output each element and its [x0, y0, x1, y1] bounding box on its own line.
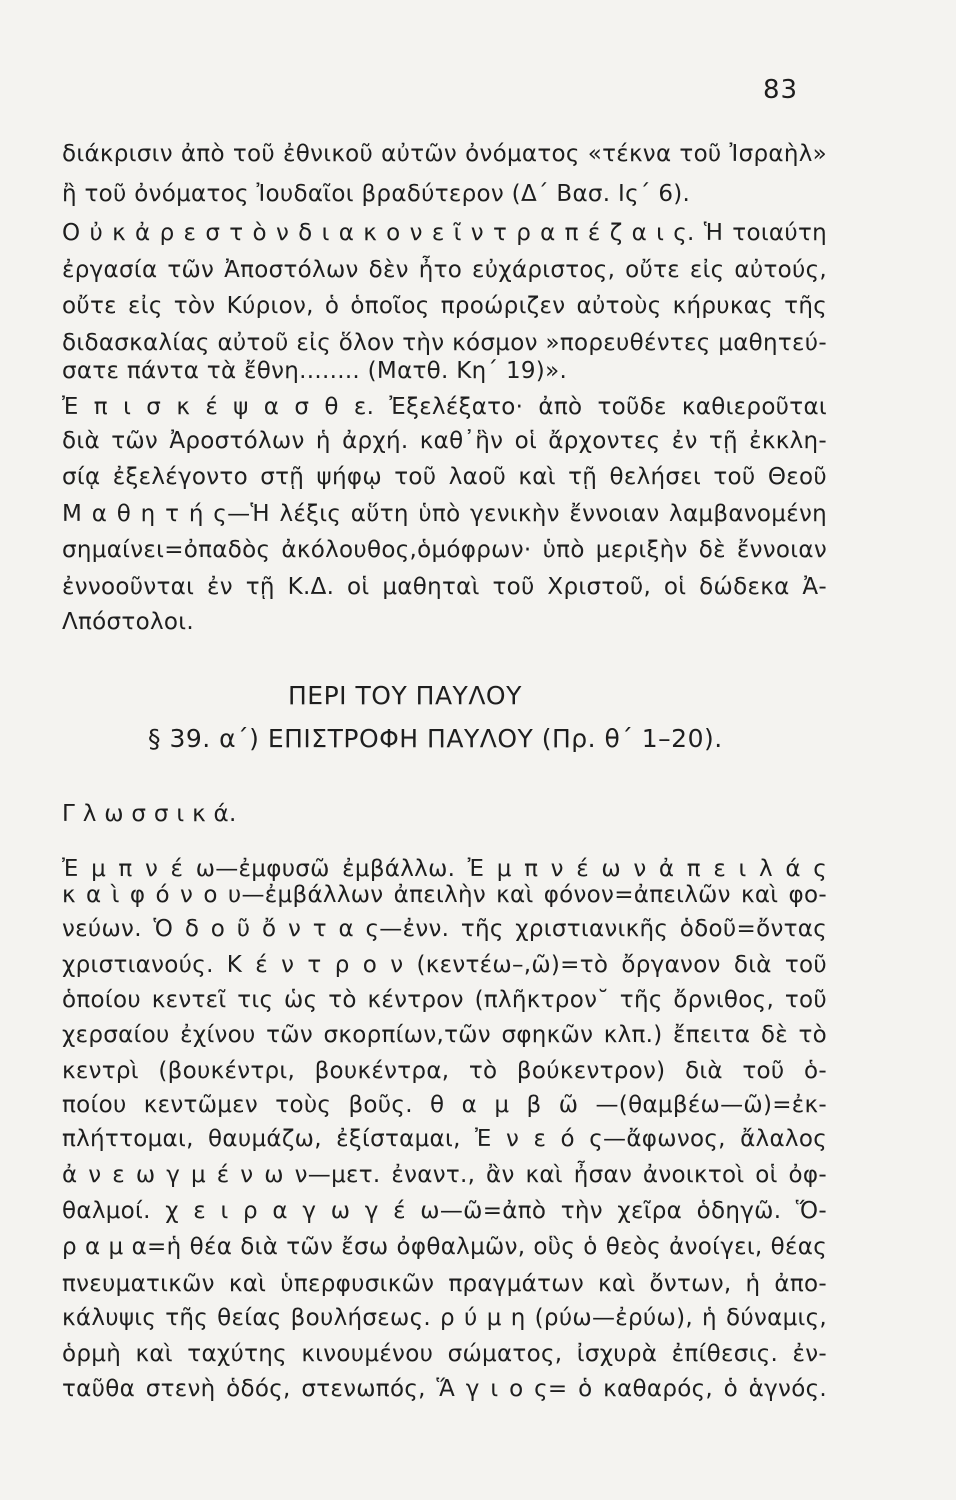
- section-heading: § 39. α΄) ΕΠΙΣΤΡΟΦΗ ΠΑΥΛΟΥ (Πρ. θ΄ 1–20).: [148, 724, 723, 753]
- text-line: σίᾳ ἐξελέγοντο στῇ ψήφῳ τοῦ λαοῦ καὶ τῇ θελήσει τοῦ Θεοῦ: [62, 464, 827, 490]
- text-line: διδασκαλίας αὐτοῦ εἰς ὅλον τὴν κόσμον »πορευθέντες μαθητεύ-: [62, 330, 827, 356]
- page-number: 83: [763, 75, 799, 105]
- text-line: κάλυψις τῆς θείας βουλήσεως. ρ ύ μ η (ρύω—ἐρύω), ἡ δύναμις,: [62, 1305, 827, 1331]
- section-label: Γ λ ω σ σ ι κ ά.: [62, 801, 237, 827]
- text-line: κεντρὶ (βουκέντρι, βουκέντρα, τὸ βούκεντρον) διὰ τοῦ ὁ-: [62, 1058, 827, 1084]
- text-line: πνευματικῶν καὶ ὑπερφυσικῶν πραγμάτων καὶ ὄντων, ἡ ἀπο-: [62, 1271, 827, 1297]
- text-line: Ο ὐ κ ἀ ρ ε σ τ ὸ ν δ ι α κ ο ν ε ῖ ν τ ρ α π έ ζ α ι ς. Ἡ τοιαύτη: [62, 220, 827, 246]
- text-line: κ α ὶ φ ό ν ο υ—ἐμβάλλων ἀπειλὴν καὶ φόνον=ἀπειλῶν καὶ φο-: [62, 882, 827, 908]
- text-line: ἢ τοῦ ὀνόματος Ἰουδαῖοι βραδύτερον (Δ΄ Βασ. Ις΄ 6).: [62, 181, 691, 207]
- text-line: οὔτε εἰς τὸν Κύριον, ὁ ὁποῖος προώριζεν αὐτοὺς κήρυκας τῆς: [62, 293, 827, 319]
- text-line: ὁρμὴ καὶ ταχύτης κινουμένου σώματος, ἰσχυρὰ ἐπίθεσις. ἐν-: [62, 1341, 827, 1367]
- text-line: θαλμοί. χ ε ι ρ α γ ω γ έ ω—ῶ=ἀπὸ τὴν χεῖρα ὁδηγῶ. Ὅ-: [62, 1198, 827, 1224]
- text-line: σατε πάντα τὰ ἔθνη........ (Ματθ. Κη΄ 19)».: [62, 358, 568, 384]
- text-line: Ἐ π ι σ κ έ ψ α σ θ ε. Ἐξελέξατο· ἀπὸ τοῦδε καθιεροῦται: [62, 394, 827, 420]
- text-line: ρ α μ α=ἡ θέα διὰ τῶν ἔσω ὀφθαλμῶν, οὓς ὁ θεὸς ἀνοίγει, θέας: [62, 1234, 827, 1260]
- text-line: ἐργασία τῶν Ἀποστόλων δὲν ἦτο εὐχάριστος, οὔτε εἰς αὐτούς,: [62, 257, 827, 283]
- text-line: πλήττομαι, θαυμάζω, ἐξίσταμαι, Ἐ ν ε ό ς—ἄφωνος, ἄλαλος: [62, 1126, 827, 1152]
- text-line: Λπόστολοι.: [62, 609, 194, 635]
- text-line: Μ α θ η τ ή ς—Ἡ λέξις αὕτη ὑπὸ γενικὴν ἔννοιαν λαμβανομένη: [62, 501, 827, 527]
- text-line: χριστιανούς. Κ έ ν τ ρ ο ν (κεντέω–,ῶ)=τὸ ὄργανον διὰ τοῦ: [62, 952, 827, 978]
- text-line: χερσαίου ἐχίνου τῶν σκορπίων,τῶν σφηκῶν κλπ.) ἔπειτα δὲ τὸ: [62, 1022, 827, 1048]
- text-line: ταῦθα στενὴ ὁδός, στενωπός, Ἅ γ ι ο ς= ὁ καθαρός, ὁ ἁγνός.: [62, 1376, 827, 1402]
- text-line: σημαίνει=ὀπαδὸς ἀκόλουθος,ὁμόφρων· ὑπὸ μεριξὴν δὲ ἔννοιαν: [62, 537, 827, 563]
- text-line: διὰ τῶν Ἀροστόλων ἡ ἀρχή. καθ᾽ἣν οἱ ἄρχοντες ἐν τῇ ἐκκλη-: [62, 428, 827, 454]
- text-line: ἐννοοῦνται ἐν τῇ Κ.Δ. οἱ μαθηταὶ τοῦ Χριστοῦ, οἱ δώδεκα Ἀ-: [62, 574, 827, 600]
- text-line: διάκρισιν ἀπὸ τοῦ ἐθνικοῦ αὐτῶν ὀνόματος «τέκνα τοῦ Ἰσραὴλ»: [62, 141, 827, 167]
- text-line: ὁποίου κεντεῖ τις ὡς τὸ κέντρον (πλῆκτρον˘ τῆς ὄρνιθος, τοῦ: [62, 987, 827, 1013]
- text-line: Ἐ μ π ν έ ω—ἐμφυσῶ ἐμβάλλω. Ἐ μ π ν έ ω ν ἀ π ε ι λ ά ς: [62, 856, 827, 882]
- chapter-heading: ΠΕΡΙ ΤΟΥ ΠΑΥΛΟΥ: [288, 681, 522, 710]
- text-line: ἀ ν ε ω γ μ έ ν ω ν—μετ. ἐναντ., ἂν καὶ ἦσαν ἀνοικτοὶ οἱ ὀφ-: [62, 1162, 827, 1188]
- text-line: νεύων. Ὁ δ ο ῦ ὄ ν τ α ς—ἐνν. τῆς χριστιανικῆς ὁδοῦ=ὄντας: [62, 916, 827, 942]
- text-line: ποίου κεντῶμεν τοὺς βοῦς. θ α μ β ῶ —(θαμβέω—ῶ)=ἐκ-: [62, 1092, 827, 1118]
